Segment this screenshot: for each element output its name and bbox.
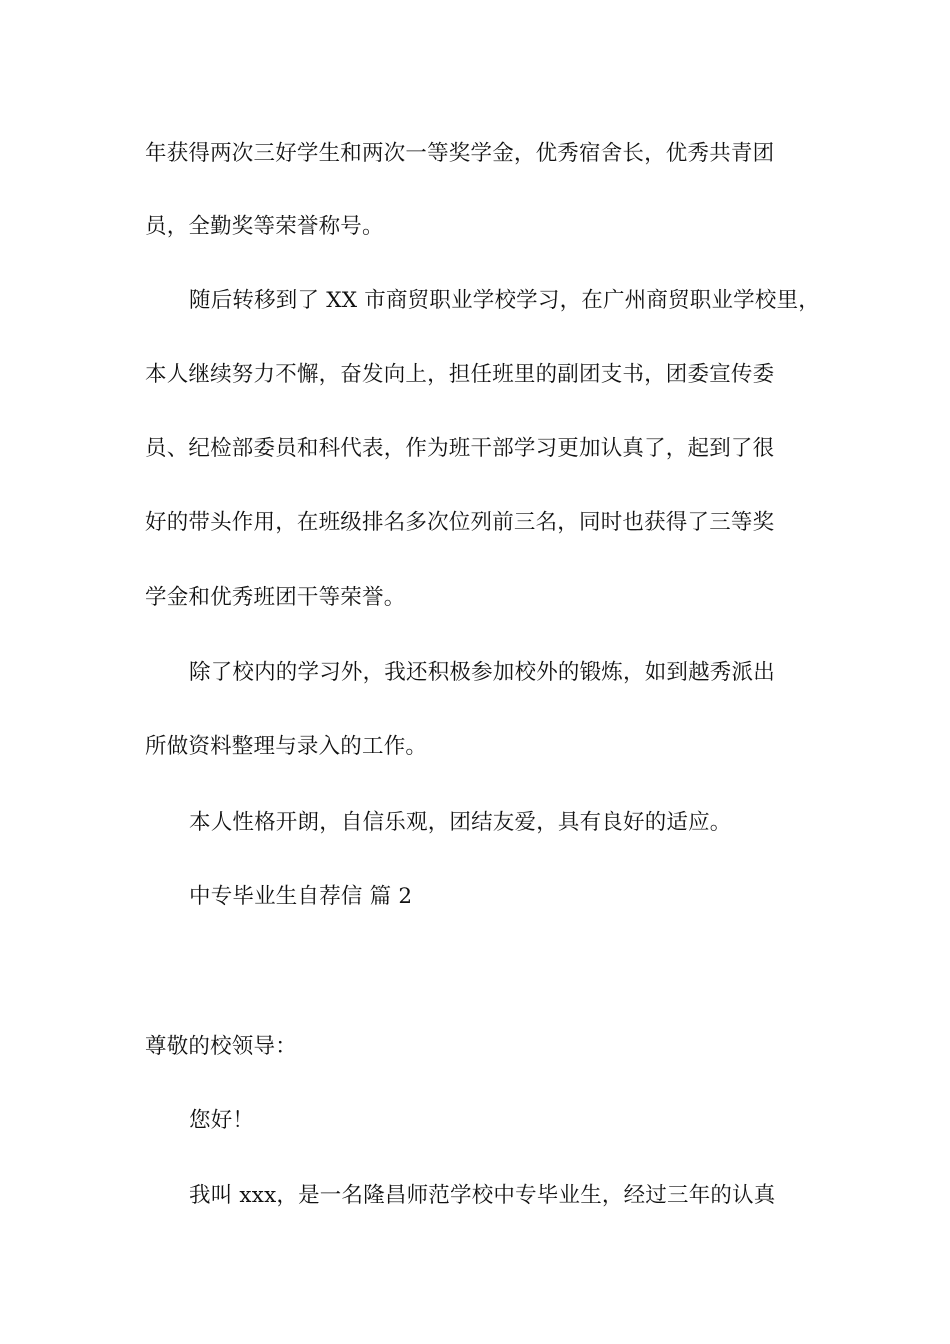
text-line: 所做资料整理与录入的工作。 xyxy=(145,734,428,759)
text-line: 学金和优秀班团干等荣誉。 xyxy=(145,585,406,610)
text-line: 员，全勤奖等荣誉称号。 xyxy=(145,214,384,239)
text-line: 本人继续努力不懈，奋发向上，担任班里的副团支书，团委宣传委 xyxy=(145,362,775,387)
greeting: 您好！ xyxy=(189,1108,255,1133)
text-line: 我叫 xxx，是一名隆昌师范学校中专毕业生，经过三年的认真 xyxy=(189,1183,776,1208)
text-line: 随后转移到了 XX 市商贸职业学校学习，在广州商贸职业学校里， xyxy=(189,288,820,313)
text-line: 本人性格开朗，自信乐观，团结友爱，具有良好的适应。 xyxy=(189,810,732,835)
text-line: 年获得两次三好学生和两次一等奖学金，优秀宿舍长，优秀共青团 xyxy=(145,141,775,166)
text-line: 员、纪检部委员和科代表，作为班干部学习更加认真了，起到了很 xyxy=(145,436,775,461)
text-line: 好的带头作用，在班级排名多次位列前三名，同时也获得了三等奖 xyxy=(145,510,775,535)
section-heading: 中专毕业生自荐信 篇 2 xyxy=(189,884,413,909)
salutation: 尊敬的校领导： xyxy=(145,1034,297,1059)
text-line: 除了校内的学习外，我还积极参加校外的锻炼，如到越秀派出 xyxy=(189,660,775,685)
